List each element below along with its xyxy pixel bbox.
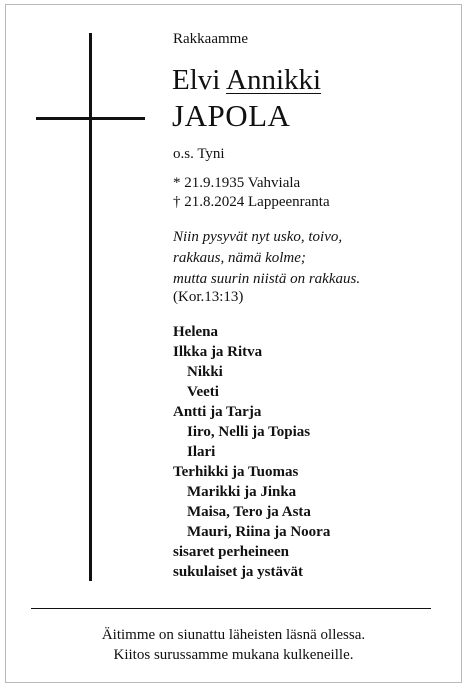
mourner-item: Terhikki ja Tuomas — [173, 464, 299, 480]
mourner-item: Marikki ja Jinka — [187, 484, 297, 500]
mourner-item: sukulaiset ja ystävät — [173, 564, 304, 580]
cross-vertical-bar — [89, 33, 92, 581]
mourner-item: Helena — [173, 324, 218, 340]
footer-line: Kiitos surussamme mukana kulkeneille. — [113, 647, 354, 663]
verse-line: Niin pysyvät nyt usko, toivo, — [173, 229, 343, 245]
heading: Rakkaamme — [173, 31, 248, 47]
cross-horizontal-bar — [36, 117, 145, 120]
mourner-item: Maisa, Tero ja Asta — [187, 504, 311, 520]
mourner-item: Nikki — [187, 364, 223, 380]
divider — [31, 608, 431, 609]
mourner-item: Ilari — [187, 444, 216, 460]
footer — [5, 625, 462, 665]
verse — [173, 227, 360, 290]
verse-line: mutta suurin niistä on rakkaus. — [173, 271, 361, 287]
mourners-list — [173, 322, 330, 582]
verse-line: rakkaus, nämä kolme; — [173, 250, 306, 266]
surname: JAPOLA — [172, 98, 291, 133]
deceased-name — [172, 63, 321, 97]
middle-name: Annikki — [226, 64, 322, 96]
verse-reference: (Kor.13:13) — [173, 289, 244, 305]
mourner-item: Antti ja Tarja — [173, 404, 262, 420]
mourner-item: Mauri, Riina ja Noora — [187, 524, 331, 540]
birth-line: * 21.9.1935 Vahviala — [173, 175, 301, 191]
death-line: † 21.8.2024 Lappeenranta — [173, 194, 330, 210]
mourner-item: Ilkka ja Ritva — [173, 344, 263, 360]
mourner-item: Iiro, Nelli ja Topias — [187, 424, 311, 440]
footer-line: Äitimme on siunattu läheisten läsnä ollessa. — [101, 627, 366, 643]
mourner-item: sisaret perheineen — [173, 544, 289, 560]
first-name: Elvi — [172, 64, 221, 96]
maiden-name: o.s. Tyni — [173, 146, 225, 162]
mourner-item: Veeti — [187, 384, 219, 400]
